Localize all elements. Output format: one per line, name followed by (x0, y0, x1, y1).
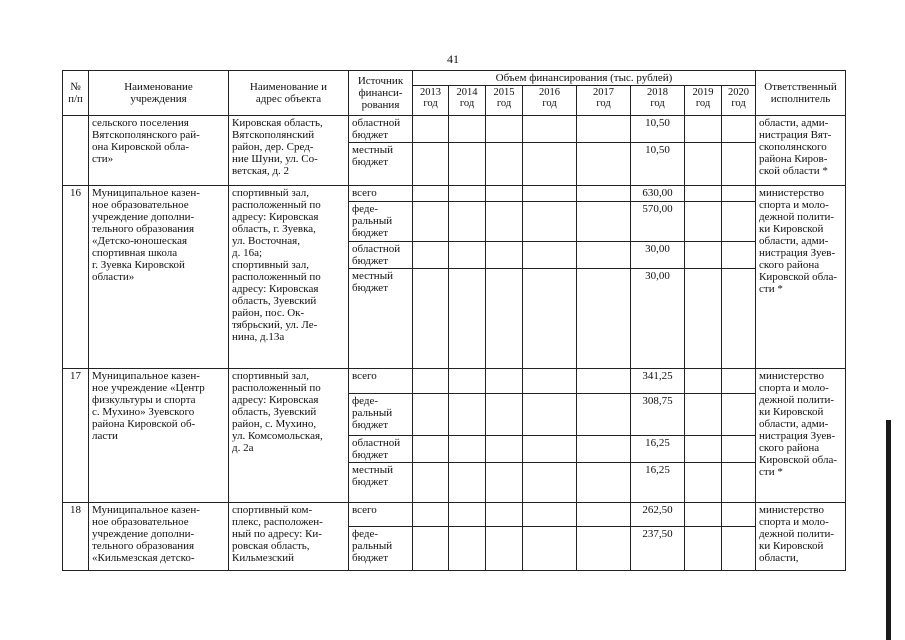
value-2018: 30,00 (631, 269, 685, 369)
value-2018: 237,50 (631, 527, 685, 571)
value-2018: 10,50 (631, 143, 685, 186)
header-num: № п/п (63, 71, 89, 116)
source-cell: областной бюджет (349, 116, 413, 143)
object-cell: Кировская область, Вятскополянский район, дер. Сред- ние Шуни, ул. Со- ветская, д. 2 (229, 116, 349, 186)
financing-table (62, 70, 846, 571)
source-cell: областной бюджет (349, 242, 413, 269)
source-cell: областной бюджет (349, 436, 413, 463)
institution-cell: сельского поселения Вятскополянского рай- она Кировской обла- сти» (89, 116, 229, 186)
value-2018: 341,25 (631, 369, 685, 394)
table-row (63, 186, 846, 202)
header-year: 2017 год (577, 86, 631, 116)
header-year: 2018 год (631, 86, 685, 116)
source-cell: местный бюджет (349, 463, 413, 503)
institution-cell: Муниципальное казен- ное образовательное учреждение дополни- тельного образования «Кильмезская детско- (89, 503, 229, 571)
institution-cell: Муниципальное казен- ное учреждение «Центр физкультуры и спорта с. Мухино» Зуевского района Кировской об- ласти (89, 369, 229, 503)
header-source: Источник финанси- рования (349, 71, 413, 116)
header-responsible: Ответственный исполнитель (756, 71, 846, 116)
page-number: 41 (447, 52, 459, 66)
institution-cell: Муниципальное казен- ное образовательное учреждение дополни- тельного образования «Детско-юношеская спортивная школа г. Зуевка Кировской области» (89, 186, 229, 369)
row-num: 16 (63, 186, 89, 369)
row-num (63, 116, 89, 186)
value-2018: 16,25 (631, 436, 685, 463)
value-2018: 16,25 (631, 463, 685, 503)
source-cell: местный бюджет (349, 143, 413, 186)
value-2018: 10,50 (631, 116, 685, 143)
source-cell: всего (349, 186, 413, 202)
object-cell: спортивный зал, расположенный по адресу: Кировская область, Зуевский район, с. Мухино, ул. Комсомольская, д. 2а (229, 369, 349, 503)
header-year: 2020 год (722, 86, 756, 116)
source-cell: местный бюджет (349, 269, 413, 369)
value-2018: 570,00 (631, 202, 685, 242)
scan-edge-mark (886, 420, 891, 640)
object-cell: спортивный зал, расположенный по адресу: Кировская область, г. Зуевка, ул. Восточная, д. 16а; спортивный зал, расположенный по адресу: Кировская область, Зуевский район, пос. Ок- тябрьский, ул. Ле- нина, д.13а (229, 186, 349, 369)
header-year: 2015 год (486, 86, 523, 116)
value-2018: 630,00 (631, 186, 685, 202)
header-year: 2013 год (413, 86, 449, 116)
object-cell: спортивный ком- плекс, расположен- ный по адресу: Ки- ровская область, Кильмезский (229, 503, 349, 571)
row-num: 17 (63, 369, 89, 503)
source-cell: всего (349, 503, 413, 527)
header-year: 2014 год (449, 86, 486, 116)
header-year: 2016 год (523, 86, 577, 116)
source-cell: феде- ральный бюджет (349, 394, 413, 436)
table-row (63, 369, 846, 394)
header-row-1 (63, 71, 846, 86)
table-row (63, 116, 846, 143)
value-2018: 30,00 (631, 242, 685, 269)
source-cell: феде- ральный бюджет (349, 527, 413, 571)
responsible-cell: министерство спорта и моло- дежной полити- ки Кировской области, адми- нистрация Зуев- ского района Кировской обла- сти * (756, 186, 846, 369)
row-num: 18 (63, 503, 89, 571)
header-volume: Объем финансирования (тыс. рублей) (413, 71, 756, 86)
responsible-cell: области, адми- нистрация Вят- скополянского района Киров- ской области * (756, 116, 846, 186)
table-row (63, 503, 846, 527)
value-2018: 262,50 (631, 503, 685, 527)
source-cell: всего (349, 369, 413, 394)
header-year: 2019 год (685, 86, 722, 116)
header-object: Наименование и адрес объекта (229, 71, 349, 116)
responsible-cell: министерство спорта и моло- дежной полити- ки Кировской области, адми- нистрация Зуев- ского района Кировской обла- сти * (756, 369, 846, 503)
source-cell: феде- ральный бюджет (349, 202, 413, 242)
responsible-cell: министерство спорта и моло- дежной полити- ки Кировской области, (756, 503, 846, 571)
header-institution: Наименование учреждения (89, 71, 229, 116)
value-2018: 308,75 (631, 394, 685, 436)
